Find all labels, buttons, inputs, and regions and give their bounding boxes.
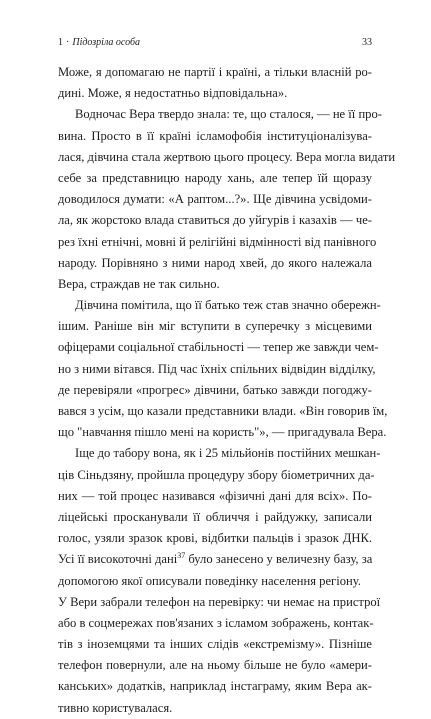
text-line-content: доводилося думати: «А раптом...?». Ще дівчина усвідоми- [58,192,372,207]
text-line [58,613,372,634]
text-line-content: ішим. Раніше він міг вступити в суперечку з місцевими [58,319,372,334]
text-line [58,83,372,104]
text-line [58,401,388,422]
text-line [58,253,372,274]
text-line-content: вина. Просто в її країні ісламофобія інституціоналізува- [58,128,372,143]
text-line [58,465,375,486]
text-line [58,126,372,147]
text-line [58,295,381,316]
text-line [58,486,372,507]
text-line-content: Іще до табору вона, як і 25 мільйонів постійних мешкан- [75,446,381,461]
text-line [58,571,372,592]
text-line [58,676,372,697]
text-line [58,274,372,295]
text-line-content: або в соцмережах пов'язаних з ісламом зображень, контак- [58,615,374,630]
text-line [58,634,372,655]
running-head-separator: · [66,37,70,48]
text-line-content: Усі її високоточні дані [58,552,178,567]
text-line [58,147,396,168]
text-line [58,168,372,189]
text-line-content: Може, я допомагаю не партії і країні, а тільки власній ро- [58,65,372,79]
text-line-content: ців Сіньдзяну, пройшла процедуру збору біометричних да- [58,467,375,482]
text-line [58,359,376,380]
page-number: 33 [362,37,372,48]
text-line-content: Дівчина помітила, що її батько теж став значно обережн- [75,298,381,313]
text-line [58,528,372,549]
text-line-content: дині. Може, я недостатньо відповідальна». [58,86,288,101]
text-line-content: Водночас Вера твердо знала: те, що сталося, — не її про- [75,107,382,122]
text-line-content: голос, узяли зразок крові, відбитки пальців і зразок ДНК. [58,531,372,546]
text-line [58,507,372,528]
text-line-content: тивно користувалася. [58,700,173,715]
footnote-reference: 37 [177,551,186,561]
text-line-content: рез їхні етнічні, мовні й релігійні відмінності від панівного [58,234,377,249]
text-line-content: ліцейські просканували її обличчя і райдужку, записали [58,509,372,524]
text-line-content: тів з іноземцями та інших слідів «екстремізму». Пізніше [58,637,372,652]
text-line [58,189,372,210]
text-line-content: себе за представницю народу хань, але тепер їй щоразу [58,170,372,185]
text-line-content: лася, дівчина стала жертвою цього процесу. Вера могла видати [58,149,396,164]
text-line-content: ла, як жорстоко влада ставиться до уйгурів і казахів — че- [58,213,372,228]
text-line-content: що "навчання пішло мені на користь"», — пригадувала Вера. [58,425,387,440]
text-line-content: телефон повернули, але на ньому більше не було «амери- [58,658,372,673]
text-line-content: офіцерами соціальної стабільності — тепер же завжди чем- [58,340,379,355]
text-line [58,698,372,719]
running-head-left [58,36,140,50]
text-line [58,380,372,401]
text-line [58,62,372,83]
text-line-content: У Вери забрали телефон на перевірку: чи немає на пристрої [58,594,381,609]
text-line [58,592,381,613]
text-line-content: них — той процес називався «фізичні дані для всіх». По- [58,488,372,503]
body-text [58,62,396,719]
text-line [58,104,382,125]
text-line-content: канських» додатків, наприклад інстаграму, яким Вера ак- [58,679,372,694]
running-head [58,36,372,50]
text-line [58,655,372,676]
text-line [58,232,377,253]
chapter-title: Підозріла особа [72,37,141,48]
text-line [58,549,372,570]
text-line-continuation: було занесено у величезну базу, за [185,552,373,567]
text-line-content: вався з усім, що казали представники влади. «Він говорив їм, [58,404,388,418]
text-line-content: народу. Порівняно з ними народ хвей, до якого належала [58,255,372,270]
chapter-number: 1 [58,37,63,48]
text-line-content: но з ними вітався. Під час їхніх спільних відвідин відділку, [58,361,376,376]
text-line [58,337,379,358]
text-line-content: де перевіряли «прогрес» дівчини, батько завжди погоджу- [58,382,372,397]
text-line [58,210,372,231]
text-line [58,316,372,337]
text-line [58,443,381,464]
text-line [58,422,387,443]
text-line-content: допомогою якої описували поведінку населення регіону. [58,573,361,588]
text-line-content: Вера, страждав не так сильно. [58,276,220,291]
